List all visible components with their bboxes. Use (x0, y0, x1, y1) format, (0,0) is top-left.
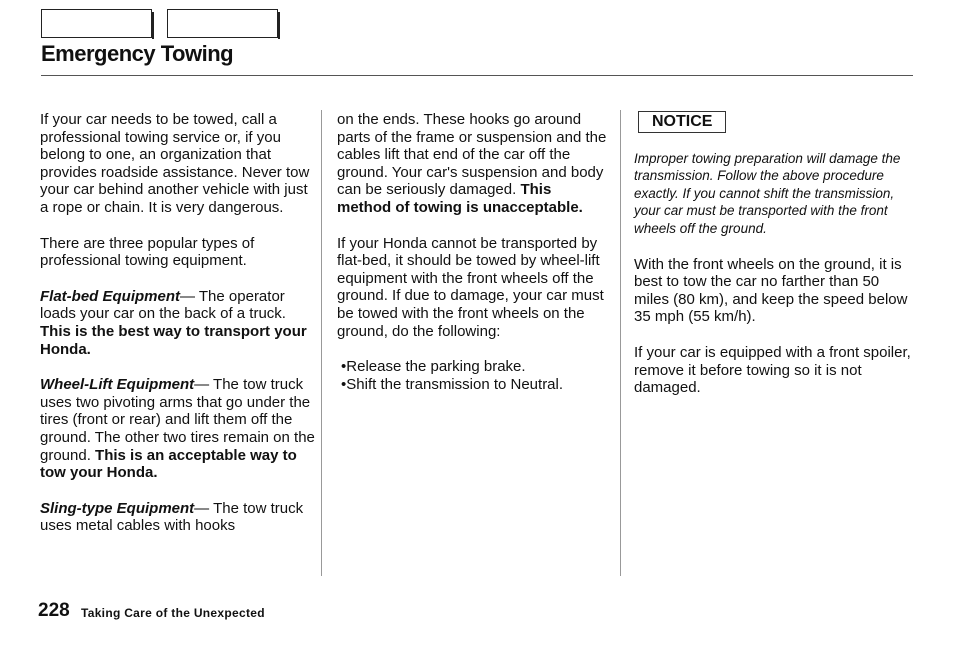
column-1 (40, 111, 315, 553)
flatbed-text: — The operator loads your car on the back of a truck. (40, 287, 286, 323)
list-item: • Release the parking brake. (341, 358, 609, 376)
sling-paragraph (40, 500, 315, 535)
notice-text: Improper towing preparation will damage the transmission. Follow the above procedure exactly. If you cannot shift the transmission, your car must be transported with the front wheels off the ground. (634, 150, 901, 236)
wheellift-text: — The tow truck uses two pivoting arms that go under the tires (front or rear) and lift them off the ground. The other two tires remain on the ground. (40, 376, 315, 464)
sling-term: Sling-type Equipment (40, 499, 195, 517)
flatbed-term: Flat-bed Equipment (40, 287, 180, 305)
wheellift-term: Wheel-Lift Equipment (40, 376, 195, 394)
column-divider-2 (620, 110, 621, 576)
sling-continued-paragraph (337, 111, 609, 217)
sling-continued-text: on the ends. These hooks go around parts of the frame or suspension and the cables lift that end of the car off the ground. Your car's suspension and body can be seriously damaged. (337, 111, 607, 199)
front-wheels-paragraph: If your Honda cannot be transported by flat-bed, it should be towed by wheel-lift equipment with the front wheels off the ground. If due to damage, your car must be towed with the front wheels on the ground, do the following: (337, 234, 604, 340)
column-3 (634, 111, 912, 415)
section-label: Taking Care of the Unexpected (81, 606, 265, 620)
distance-paragraph: With the front wheels on the ground, it is best to tow the car no farther than 50 miles (80 km), and keep the speed below 35 mph (55 km/h). (634, 255, 908, 326)
spoiler-paragraph: If your car is equipped with a front spoiler, remove it before towing so it is not damaged. (634, 343, 911, 397)
notice-label: NOTICE (638, 111, 726, 133)
page-title: Emergency Towing (41, 41, 234, 66)
title-divider (41, 75, 913, 76)
intro-paragraph: If your car needs to be towed, call a professional towing service or, if you belong to one, an organization that provides roadside assistance. Never tow your car behind another vehicle with just a rope or chain. It is very dangerous. (40, 111, 310, 216)
sling-text: — The tow truck uses metal cables with hooks (40, 499, 304, 535)
column-divider-1 (321, 110, 322, 576)
flatbed-paragraph (40, 288, 315, 358)
page-number: 228 (38, 600, 70, 621)
flatbed-bold: This is the best way to transport your Honda. (40, 322, 307, 358)
wheellift-paragraph (40, 376, 315, 482)
list-item: • Shift the transmission to Neutral. (341, 376, 609, 394)
wheellift-bold: This is an acceptable way to tow your Honda. (40, 446, 297, 482)
header-tab-box-right (167, 9, 278, 38)
column-2 (337, 111, 609, 393)
sling-bold: This method of towing is unacceptable. (337, 181, 583, 216)
equipment-intro: There are three popular types of professional towing equipment. (40, 234, 255, 270)
steps-list (337, 358, 609, 393)
header-tab-box-left (41, 9, 152, 38)
